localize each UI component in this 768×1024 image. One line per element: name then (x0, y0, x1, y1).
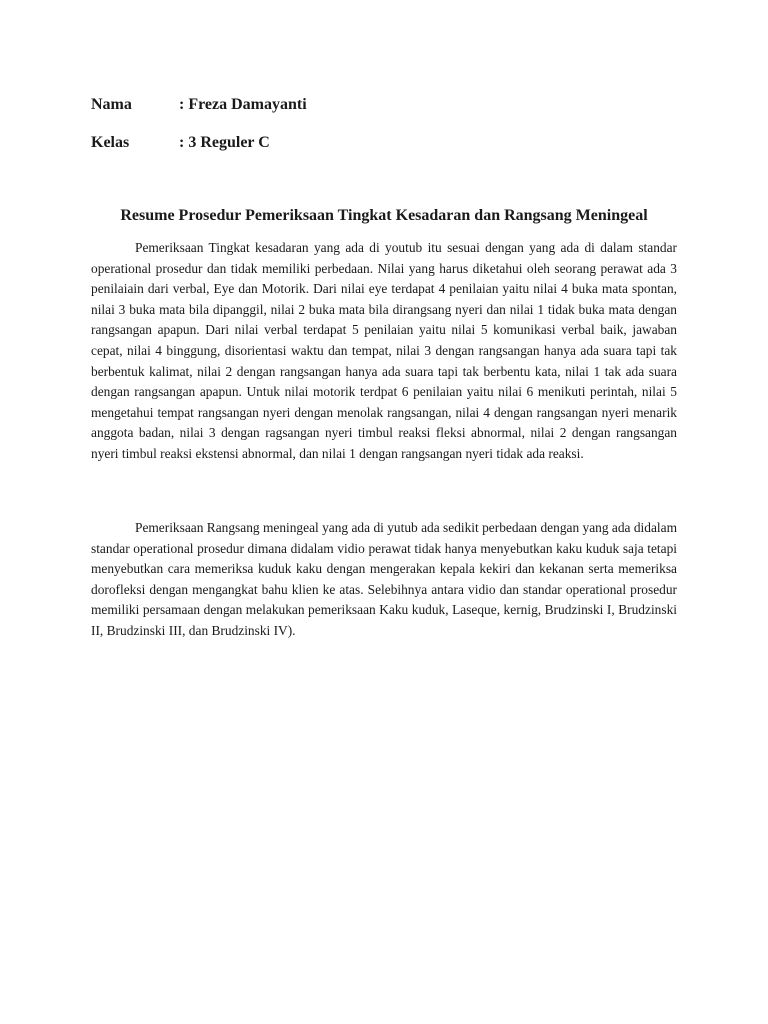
name-value: : Freza Damayanti (179, 96, 307, 113)
class-label: Kelas (91, 134, 130, 151)
name-label: Nama (91, 96, 132, 113)
student-class-row (91, 133, 270, 153)
paragraph-consciousness-level: Pemeriksaan Tingkat kesadaran yang ada di youtub itu sesuai dengan yang ada di dalam standar operational prosedur dan tidak memiliki perbedaan. Nilai yang harus diketahui oleh seorang perawat ada 3 penilaiain dari verbal, Eye dan Motorik. Dari nilai eye terdapat 4 penilaian yaitu nilai 4 buka mata spontan, nilai 3 buka mata bila dipanggil, nilai 2 buka mata bila dirangsang nyeri dan nilai 1 tidak buka mata dengan rangsangan apapun. Dari nilai verbal terdapat 5 penilaian yaitu nilai 5 komunikasi verbal baik, jawaban cepat, nilai 4 binggung, disorientasi waktu dan tempat, nilai 3 dengan rangsangan hanya ada suara tapi tak berbentuk kalimat, nilai 2 dengan rangsangan hanya ada suara tapi tak berbentu kata, nilai 1 tak ada suara dengan rangsangan apapun. Untuk nilai motorik terdpat 6 penilaian yaitu nilai 6 menikuti perintah, nilai 5 mengetahui tempat rangsangan nyeri dengan menolak rangsangan, nilai 4 dengan rangsangan nyeri menarik anggota badan, nilai 3 dengan ragsangan nyeri timbul reaksi fleksi abnormal, nilai 2 dengan rangsangan nyeri timbul reaksi ekstensi abnormal, dan nilai 1 dengan rangsangan nyeri tidak ada reaksi. (91, 240, 677, 461)
document-title: Resume Prosedur Pemeriksaan Tingkat Kesadaran dan Rangsang Meningeal (120, 207, 648, 224)
class-value: : 3 Reguler C (179, 134, 270, 151)
student-name-row (91, 95, 307, 115)
paragraph-meningeal-signs: Pemeriksaan Rangsang meningeal yang ada di yutub ada sedikit perbedaan dengan yang ada didalam standar operational prosedur dimana didalam vidio perawat tidak hanya menyebutkan kaku kuduk saja tetapi menyebutkan cara memeriksa kuduk kaku dengan mengerakan kepala kekiri dan kekanan serta memeriksa dorofleksi dengan mengangkat bahu klien ke atas. Selebihnya antara vidio dan standar operational prosedur memiliki persamaan dengan melakukan pemeriksaan Kaku kuduk, Laseque, kernig, Brudzinski I, Brudzinski II, Brudzinski III, dan Brudzinski IV). (91, 520, 677, 638)
